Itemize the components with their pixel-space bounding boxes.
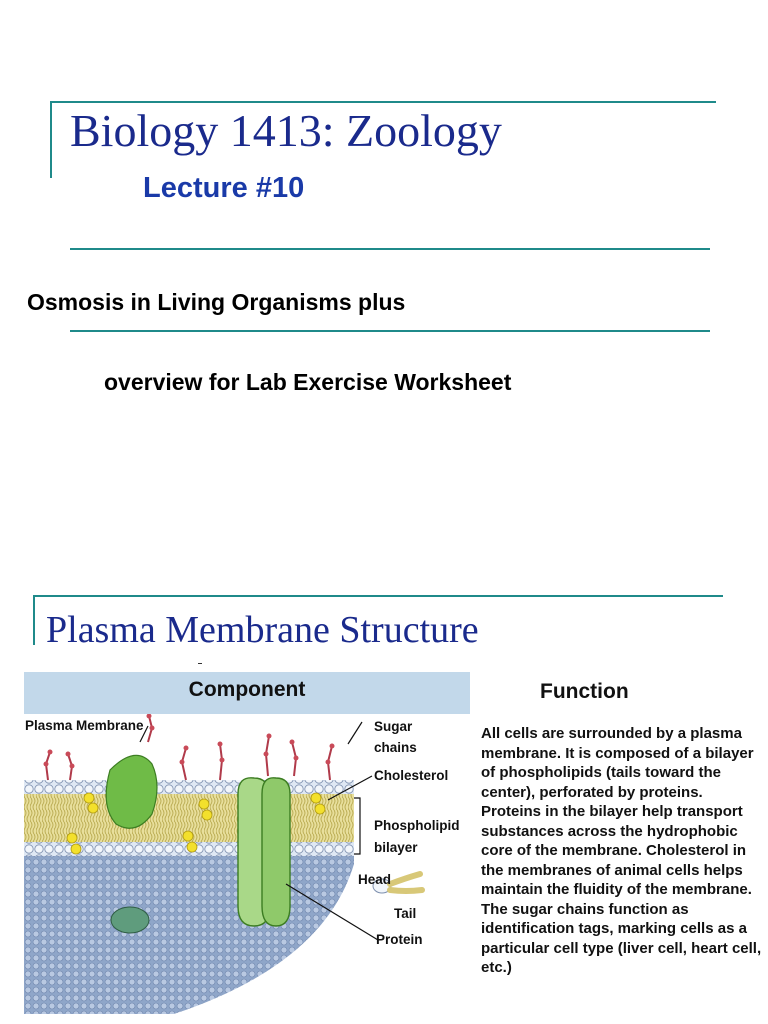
- plasma-membrane-diagram: [24, 714, 472, 1024]
- label-head: Head: [358, 872, 392, 887]
- small-dash: [198, 663, 202, 664]
- title-bottom-rule: [70, 248, 710, 250]
- function-header: Function: [540, 680, 629, 703]
- title-left-rule: [50, 101, 52, 178]
- label-protein: Protein: [376, 932, 423, 947]
- label-cholesterol: Cholesterol: [374, 768, 449, 783]
- label-phospholipid: Phospholipid: [374, 818, 460, 833]
- label-sugar: Sugar: [374, 719, 413, 734]
- slide2-title: Plasma Membrane Structure: [46, 609, 479, 651]
- subtitle-rule: [70, 330, 710, 332]
- slide2-left-rule: [33, 595, 35, 645]
- slide1-subtitle-line1: Osmosis in Living Organisms plus: [27, 289, 406, 315]
- slide1-title: Biology 1413: Zoology: [70, 105, 502, 156]
- surface-protein: [106, 755, 157, 828]
- title-top-rule: [50, 101, 716, 103]
- label-tail: Tail: [394, 906, 417, 921]
- slide1-subtitle-line2: overview for Lab Exercise Worksheet: [104, 369, 512, 395]
- slide2-top-rule: [33, 595, 723, 597]
- label-plasma-membrane: Plasma Membrane: [25, 718, 144, 733]
- label-chains: chains: [374, 740, 417, 755]
- internal-protein: [111, 907, 149, 933]
- channel-protein-right: [262, 778, 290, 926]
- outer-head-layer: [24, 780, 354, 794]
- function-description: All cells are surrounded by a plasma membrane. It is composed of a bilayer of phospholipids (tails toward the center), perforated by proteins. Proteins in the bilayer help transport substances across the hydrophobic core of the membrane. Cholesterol in the membranes of animal cells helps maintain the fluidity of the membrane. The sugar chains function as identification tags, marking cells as a particular cell type (liver cell, heart cell, etc.): [481, 725, 762, 976]
- label-bilayer: bilayer: [374, 840, 418, 855]
- component-header-label: Component: [188, 678, 306, 701]
- lecture-number: Lecture #10: [143, 172, 305, 204]
